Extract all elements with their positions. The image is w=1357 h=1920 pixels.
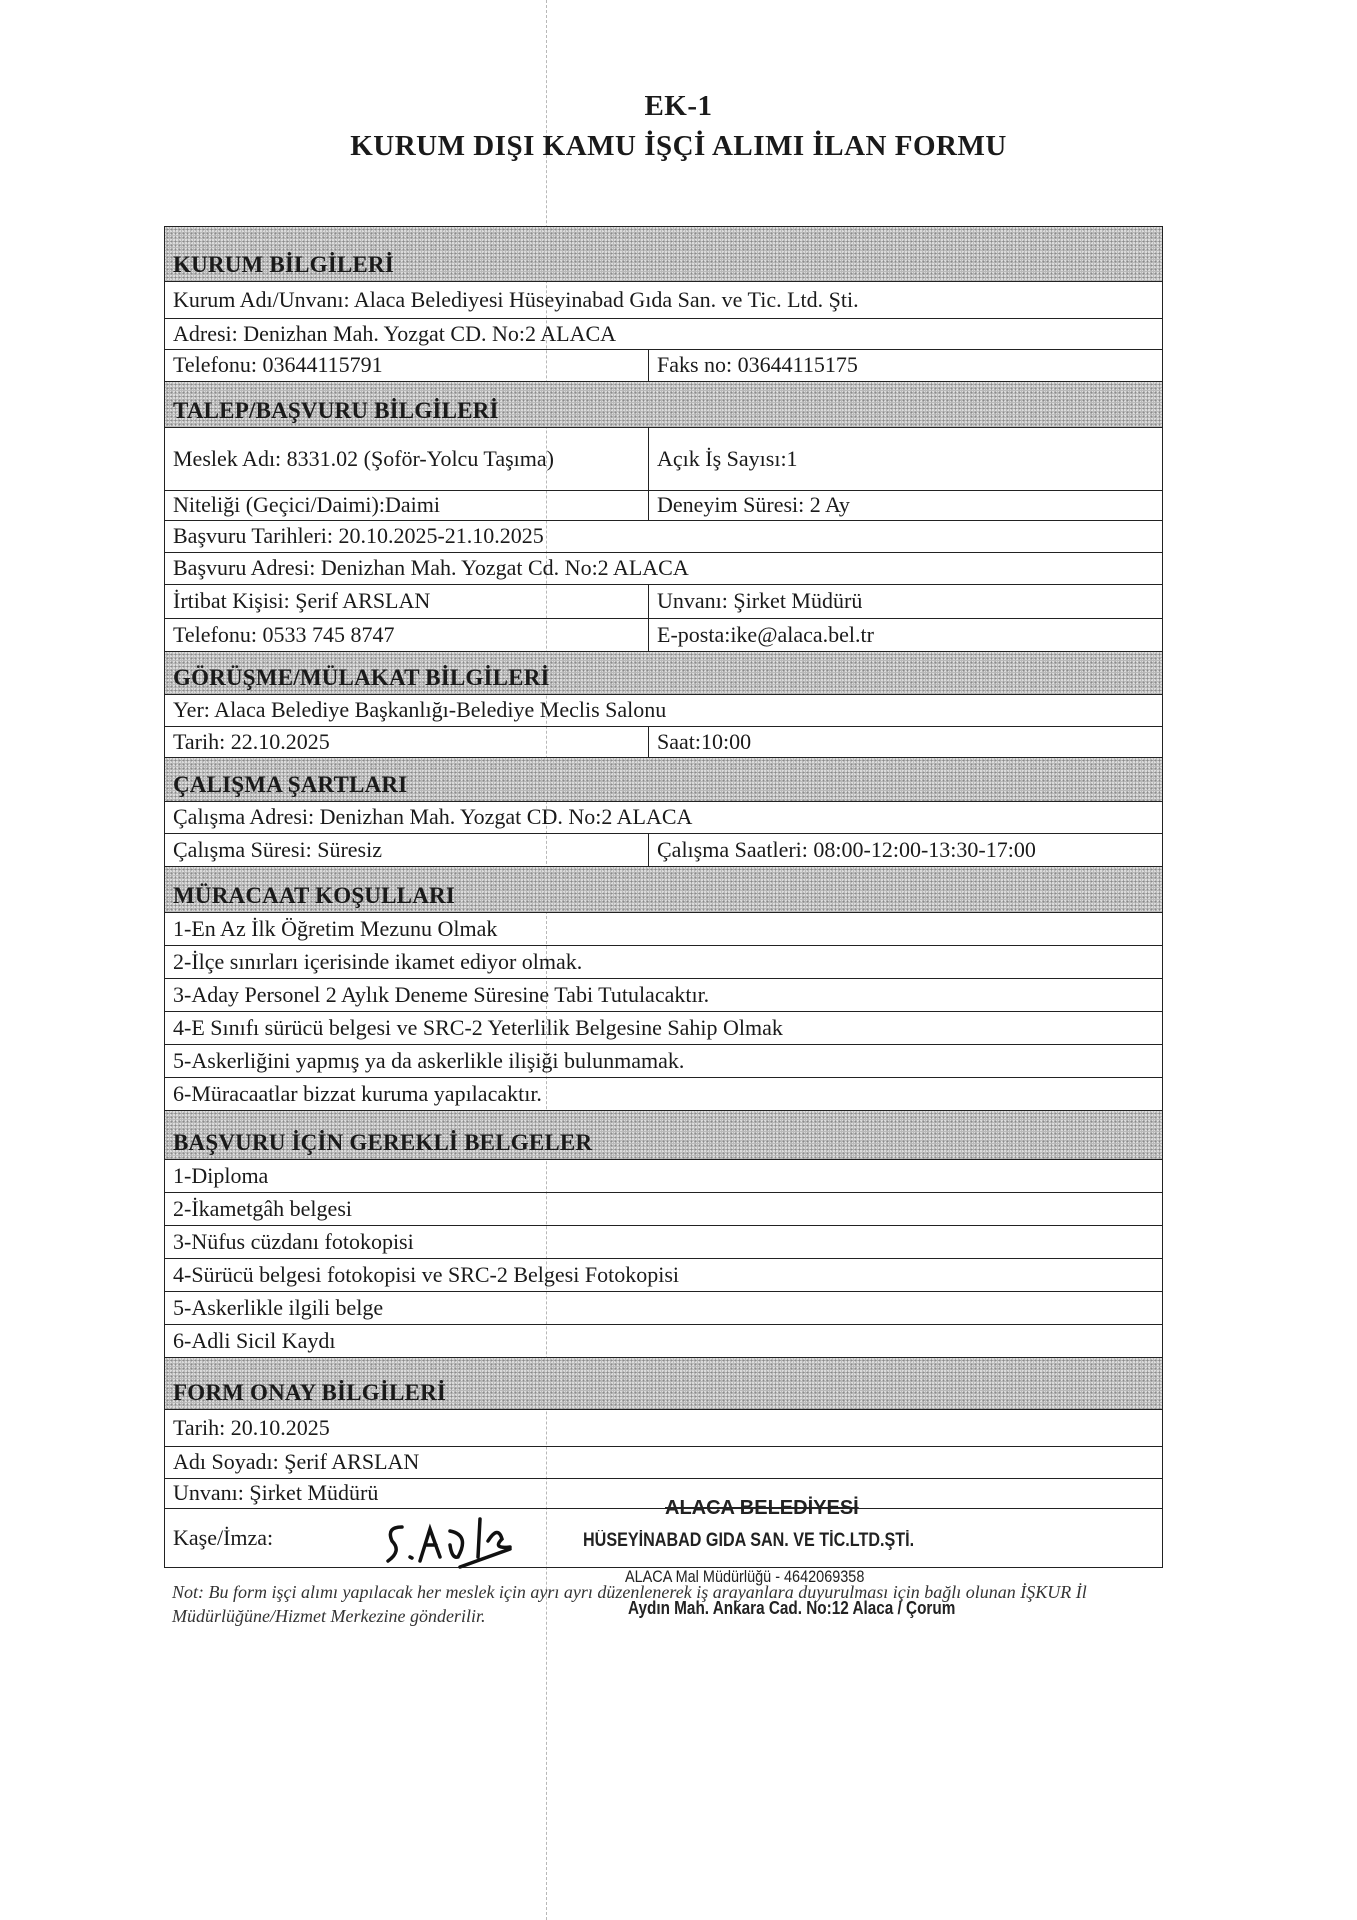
calisma-adresi: Çalışma Adresi: Denizhan Mah. Yozgat CD. No:2 ALACA [165, 802, 1163, 834]
muracaat-item: 6-Müracaatlar bizzat kuruma yapılacaktır. [165, 1078, 1163, 1111]
muracaat-item: 1-En Az İlk Öğretim Mezunu Olmak [165, 913, 1163, 946]
belge-item: 4-Sürücü belgesi fotokopisi ve SRC-2 Belgesi Fotokopisi [165, 1259, 1163, 1292]
irtibat-unvan: Unvanı: Şirket Müdürü [649, 585, 1163, 619]
basvuru-adresi: Başvuru Adresi: Denizhan Mah. Yozgat Cd. No:2 ALACA [165, 553, 1163, 585]
stamp-line-4: Aydın Mah. Ankara Cad. No:12 Alaca / Çorum [628, 1598, 956, 1618]
section-muracaat: MÜRACAAT KOŞULLARI [165, 867, 1163, 913]
muracaat-item: 4-E Sınıfı sürücü belgesi ve SRC-2 Yeterlilik Belgesine Sahip Olmak [165, 1012, 1163, 1045]
irtibat-kisisi: İrtibat Kişisi: Şerif ARSLAN [165, 585, 649, 619]
belge-item: 5-Askerlikle ilgili belge [165, 1292, 1163, 1325]
onay-unvan: Unvanı: Şirket Müdürü [165, 1479, 1163, 1509]
kurum-telefon: Telefonu: 03644115791 [165, 350, 649, 382]
gorusme-tarih: Tarih: 22.10.2025 [165, 727, 649, 758]
job-posting-form [164, 226, 1163, 1568]
muracaat-item: 2-İlçe sınırları içerisinde ikamet ediyor olmak. [165, 946, 1163, 979]
muracaat-item: 5-Askerliğini yapmış ya da askerlikle ilişiği bulunmamak. [165, 1045, 1163, 1078]
belge-item: 2-İkametgâh belgesi [165, 1193, 1163, 1226]
calisma-suresi: Çalışma Süresi: Süresiz [165, 834, 649, 867]
belge-item: 3-Nüfus cüzdanı fotokopisi [165, 1226, 1163, 1259]
meslek-adi: Meslek Adı: 8331.02 (Şoför-Yolcu Taşıma) [165, 428, 649, 491]
stamp-line-1: ALACA BELEDİYESİ [665, 1497, 859, 1519]
irtibat-eposta: E-posta:ike@alaca.bel.tr [649, 619, 1163, 652]
annex-label: EK-1 [644, 90, 713, 122]
kurum-adres: Adresi: Denizhan Mah. Yozgat CD. No:2 ALACA [165, 319, 1163, 350]
irtibat-telefon: Telefonu: 0533 745 8747 [165, 619, 649, 652]
deneyim-suresi: Deneyim Süresi: 2 Ay [649, 491, 1163, 521]
calisma-saatleri: Çalışma Saatleri: 08:00-12:00-13:30-17:00 [649, 834, 1163, 867]
basvuru-tarihleri: Başvuru Tarihleri: 20.10.2025-21.10.2025 [165, 521, 1163, 553]
niteligi: Niteliği (Geçici/Daimi):Daimi [165, 491, 649, 521]
muracaat-item: 3-Aday Personel 2 Aylık Deneme Süresine Tabi Tutulacaktır. [165, 979, 1163, 1012]
gorusme-saat: Saat:10:00 [649, 727, 1163, 758]
stamp-line-2: HÜSEYİNABAD GIDA SAN. VE TİC.LTD.ŞTİ. [583, 1530, 915, 1551]
stamp-line-3: ALACA Mal Müdürlüğü - 4642069358 [625, 1567, 865, 1586]
kurum-adi: Kurum Adı/Unvanı: Alaca Belediyesi Hüseyinabad Gıda San. ve Tic. Ltd. Şti. [165, 282, 1163, 319]
section-onay: FORM ONAY BİLGİLERİ [165, 1358, 1163, 1410]
section-kurum: KURUM BİLGİLERİ [165, 227, 1163, 282]
onay-kase-imza: Kaşe/İmza: [165, 1509, 1163, 1568]
section-gorusme: GÖRÜŞME/MÜLAKAT BİLGİLERİ [165, 652, 1163, 695]
belge-item: 1-Diploma [165, 1160, 1163, 1193]
form-title: KURUM DIŞI KAMU İŞÇİ ALIMI İLAN FORMU [350, 130, 1007, 162]
acik-is-sayisi: Açık İş Sayısı:1 [649, 428, 1163, 491]
footnote: Not: Bu form işçi alımı yapılacak her meslek için ayrı ayrı düzenlenerek iş arayanlara duyurulması için bağlı olunan İŞKUR İl Müdürlüğüne/Hizmet Merkezine gönderilir. [172, 1582, 1087, 1626]
onay-tarih: Tarih: 20.10.2025 [165, 1410, 1163, 1447]
section-calisma: ÇALIŞMA ŞARTLARI [165, 758, 1163, 802]
gorusme-yer: Yer: Alaca Belediye Başkanlığı-Belediye Meclis Salonu [165, 695, 1163, 727]
section-belgeler: BAŞVURU İÇİN GEREKLİ BELGELER [165, 1111, 1163, 1160]
belge-item: 6-Adli Sicil Kaydı [165, 1325, 1163, 1358]
section-talep: TALEP/BAŞVURU BİLGİLERİ [165, 382, 1163, 428]
kurum-faks: Faks no: 03644115175 [649, 350, 1163, 382]
onay-adi-soyadi: Adı Soyadı: Şerif ARSLAN [165, 1447, 1163, 1479]
